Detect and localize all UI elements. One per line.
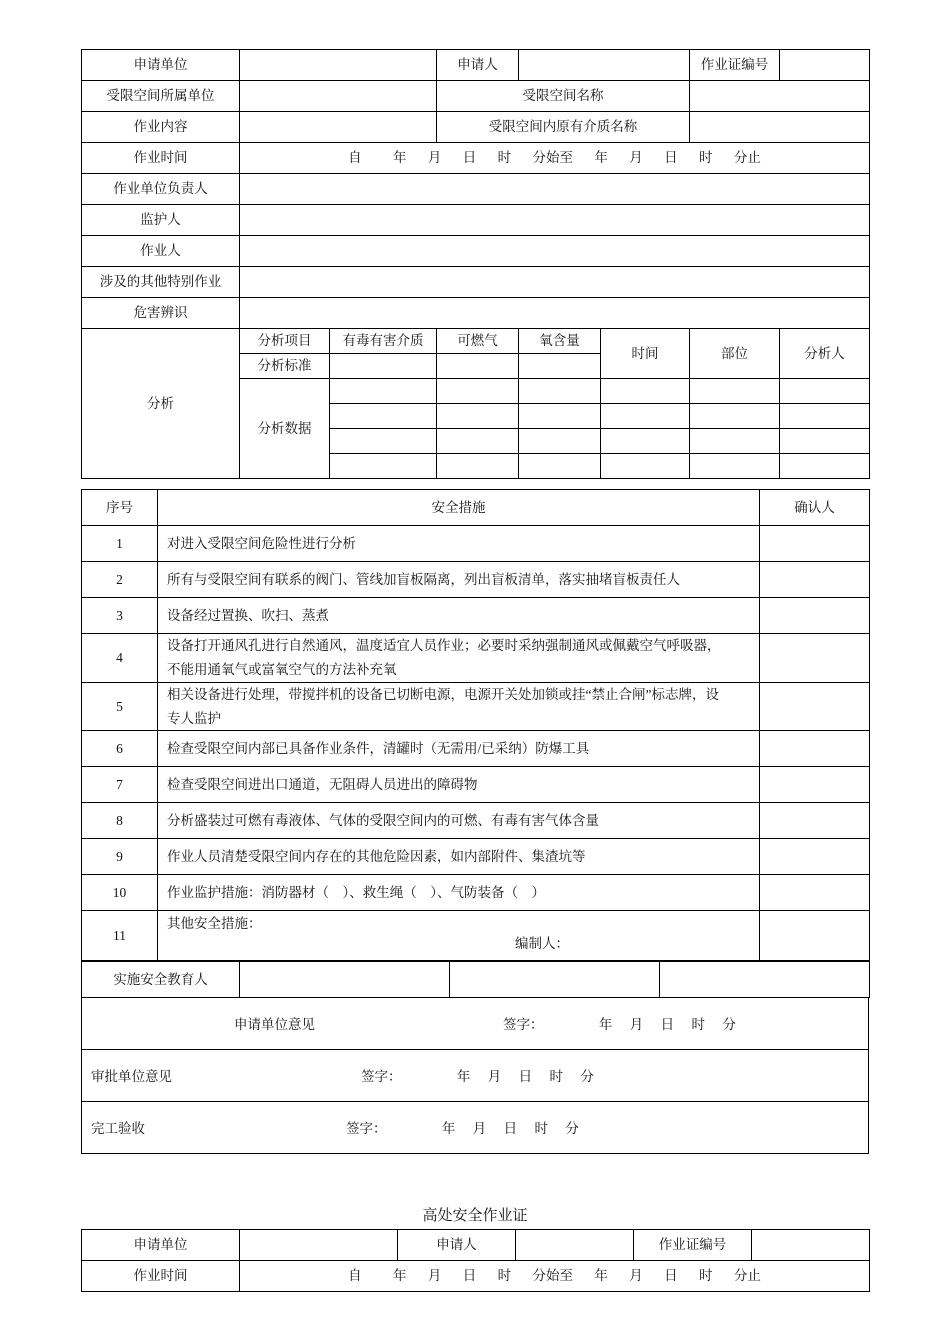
measure-no: 11 <box>82 911 158 961</box>
data-cell[interactable] <box>690 454 780 479</box>
other-special-work-field[interactable] <box>240 267 870 298</box>
standard-toxic-field[interactable] <box>330 354 437 379</box>
data-cell[interactable] <box>437 429 519 454</box>
data-cell[interactable] <box>519 404 601 429</box>
table-row <box>82 911 870 961</box>
analysis-label: 分析 <box>82 329 240 479</box>
applicant-label: 申请人 <box>437 50 519 81</box>
completion-label: 完工验收 <box>91 1121 145 1136</box>
measure-text-cell[interactable] <box>158 911 760 961</box>
education-label: 实施安全教育人 <box>82 962 240 998</box>
applicant-field[interactable] <box>519 50 690 81</box>
standard-oxygen-field[interactable] <box>519 354 601 379</box>
table-row <box>82 683 870 731</box>
data-cell[interactable] <box>330 379 437 404</box>
monitor-field[interactable] <box>240 205 870 236</box>
data-cell[interactable] <box>690 379 780 404</box>
analysis-col-toxic: 有毒有害介质 <box>330 329 437 354</box>
applicant-unit-field[interactable] <box>240 50 437 81</box>
work-content-field[interactable] <box>240 112 437 143</box>
data-cell[interactable] <box>330 404 437 429</box>
analysis-col-oxygen: 氧含量 <box>519 329 601 354</box>
data-cell[interactable] <box>780 379 870 404</box>
compiler-label: 编制人： <box>515 935 569 951</box>
opinions-table <box>81 997 869 1154</box>
measures-confirmer-header: 确认人 <box>760 490 870 526</box>
worker-field[interactable] <box>240 236 870 267</box>
measure-no: 1 <box>82 526 158 562</box>
data-cell[interactable] <box>519 454 601 479</box>
space-owner-unit-label: 受限空间所属单位 <box>82 81 240 112</box>
data-cell[interactable] <box>690 404 780 429</box>
safety-measures-table <box>81 489 870 961</box>
data-cell[interactable] <box>690 429 780 454</box>
analysis-col-location: 部位 <box>690 329 780 379</box>
work-time-label: 作业时间 <box>82 143 240 174</box>
data-cell[interactable] <box>780 429 870 454</box>
measure-text: 分析盛装过可燃有毒液体、气体的受限空间内的可燃、有毒有害气体含量 <box>158 803 760 839</box>
measure-text: 作业人员清楚受限空间内存在的其他危险因素，如内部附件、集渣坑等 <box>158 839 760 875</box>
data-cell[interactable] <box>601 429 690 454</box>
completion-sign: 签字： 年 月 日 时 分 <box>346 1121 579 1136</box>
measure-text: 相关设备进行处理，带搅拌机的设备已切断电源，电源开关处加锁或挂“禁止合闸”标志牌，设专人监护 <box>158 683 760 731</box>
second-applicant-field[interactable] <box>516 1230 634 1261</box>
confirmer-field[interactable] <box>760 803 870 839</box>
analysis-col-combustible: 可燃气 <box>437 329 519 354</box>
measure-no: 8 <box>82 803 158 839</box>
analysis-item-label: 分析项目 <box>240 329 330 354</box>
approval-opinion-cell[interactable] <box>82 1050 869 1102</box>
table-row <box>82 803 870 839</box>
unit-leader-field[interactable] <box>240 174 870 205</box>
data-cell[interactable] <box>330 454 437 479</box>
data-cell[interactable] <box>601 454 690 479</box>
confirmer-field[interactable] <box>760 911 870 961</box>
second-form-title: 高处安全作业证 <box>422 1208 528 1224</box>
measure-text: 设备经过置换、吹扫、蒸煮 <box>158 598 760 634</box>
applicant-opinion-sign: 签字： 年 月 日 时 分 <box>503 1017 736 1032</box>
hazard-identification-label: 危害辨识 <box>82 298 240 329</box>
table-row <box>82 634 870 683</box>
measure-no: 3 <box>82 598 158 634</box>
permit-no-label: 作业证编号 <box>690 50 780 81</box>
work-time-field[interactable]: 自 年 月 日 时 分始至 年 月 日 时 分止 <box>240 143 870 174</box>
table-row <box>82 767 870 803</box>
permit-header-table <box>81 49 870 479</box>
data-cell[interactable] <box>780 454 870 479</box>
confirmer-field[interactable] <box>760 598 870 634</box>
space-name-field[interactable] <box>690 81 870 112</box>
monitor-label: 监护人 <box>82 205 240 236</box>
analysis-col-time: 时间 <box>601 329 690 379</box>
analysis-data-label: 分析数据 <box>240 379 330 479</box>
confirmer-field[interactable] <box>760 526 870 562</box>
education-table <box>81 961 870 998</box>
education-field-2[interactable] <box>450 962 660 998</box>
second-applicant-unit-field[interactable] <box>240 1230 398 1261</box>
data-cell[interactable] <box>601 404 690 429</box>
other-special-work-label: 涉及的其他特别作业 <box>82 267 240 298</box>
worker-label: 作业人 <box>82 236 240 267</box>
data-cell[interactable] <box>519 429 601 454</box>
permit-no-field[interactable] <box>780 50 870 81</box>
education-field-1[interactable] <box>240 962 450 998</box>
space-name-label: 受限空间名称 <box>437 81 690 112</box>
education-field-3[interactable] <box>660 962 870 998</box>
measure-no: 9 <box>82 839 158 875</box>
approval-opinion-sign: 签字： 年 月 日 时 分 <box>361 1069 594 1084</box>
table-row <box>82 526 870 562</box>
analysis-standard-label: 分析标准 <box>240 354 330 379</box>
confirmer-field[interactable] <box>760 683 870 731</box>
measure-no: 10 <box>82 875 158 911</box>
second-permit-no-field[interactable] <box>752 1230 870 1261</box>
second-form-table <box>81 1229 870 1292</box>
measure-text: 检查受限空间进出口通道，无阻碍人员进出的障碍物 <box>158 767 760 803</box>
original-medium-label: 受限空间内原有介质名称 <box>437 112 690 143</box>
measure-text: 作业监护措施：消防器材（ ）、救生绳（ ）、气防装备（ ） <box>158 875 760 911</box>
measures-measure-header: 安全措施 <box>158 490 760 526</box>
confirmer-field[interactable] <box>760 731 870 767</box>
unit-leader-label: 作业单位负责人 <box>82 174 240 205</box>
space-owner-unit-field[interactable] <box>240 81 437 112</box>
confirmer-field[interactable] <box>760 634 870 683</box>
data-cell[interactable] <box>601 379 690 404</box>
confirmer-field[interactable] <box>760 875 870 911</box>
measure-no: 5 <box>82 683 158 731</box>
measure-text: 设备打开通风孔进行自然通风，温度适宜人员作业；必要时采纳强制通风或佩戴空气呼吸器，不能用通氧气或富氧空气的方法补充氧 <box>158 634 760 683</box>
data-cell[interactable] <box>437 454 519 479</box>
approval-opinion-label: 审批单位意见 <box>91 1069 172 1084</box>
second-permit-no-label: 作业证编号 <box>634 1230 752 1261</box>
applicant-opinion-label: 申请单位意见 <box>234 1017 315 1032</box>
table-row <box>82 839 870 875</box>
measure-text: 其他安全措施： <box>167 916 262 932</box>
original-medium-field[interactable] <box>690 112 870 143</box>
data-cell[interactable] <box>519 379 601 404</box>
data-cell[interactable] <box>437 404 519 429</box>
measures-no-header: 序号 <box>82 490 158 526</box>
standard-combustible-field[interactable] <box>437 354 519 379</box>
confirmer-field[interactable] <box>760 839 870 875</box>
confirmer-field[interactable] <box>760 767 870 803</box>
table-row <box>82 562 870 598</box>
second-applicant-label: 申请人 <box>398 1230 516 1261</box>
measure-text: 所有与受限空间有联系的阀门、管线加盲板隔离，列出盲板清单，落实抽堵盲板责任人 <box>158 562 760 598</box>
applicant-unit-label: 申请单位 <box>82 50 240 81</box>
second-applicant-unit-label: 申请单位 <box>82 1230 240 1261</box>
confirmer-field[interactable] <box>760 562 870 598</box>
analysis-col-analyst: 分析人 <box>780 329 870 379</box>
table-row <box>82 731 870 767</box>
second-work-time-field[interactable]: 自 年 月 日 时 分始至 年 月 日 时 分止 <box>240 1261 870 1292</box>
measure-text: 检查受限空间内部已具备作业条件，清罐时（无需用/已采纳）防爆工具 <box>158 731 760 767</box>
measure-no: 6 <box>82 731 158 767</box>
data-cell[interactable] <box>330 429 437 454</box>
measure-no: 2 <box>82 562 158 598</box>
hazard-identification-field[interactable] <box>240 298 870 329</box>
data-cell[interactable] <box>780 404 870 429</box>
measure-text: 对进入受限空间危险性进行分析 <box>158 526 760 562</box>
measure-no: 4 <box>82 634 158 683</box>
table-row <box>82 875 870 911</box>
second-work-time-label: 作业时间 <box>82 1261 240 1292</box>
work-content-label: 作业内容 <box>82 112 240 143</box>
data-cell[interactable] <box>437 379 519 404</box>
applicant-opinion-cell[interactable] <box>82 998 869 1050</box>
measure-no: 7 <box>82 767 158 803</box>
table-row <box>82 598 870 634</box>
completion-cell[interactable] <box>82 1102 869 1154</box>
